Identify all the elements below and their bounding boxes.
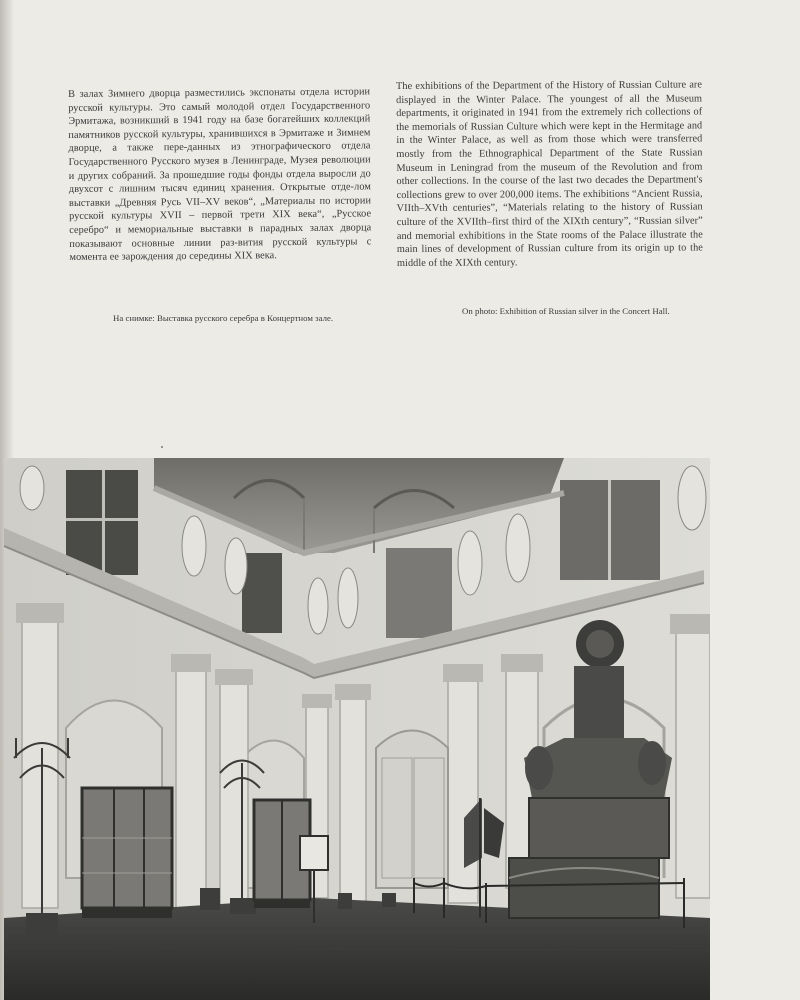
print-speck [161, 446, 163, 448]
concert-hall-illustration [4, 458, 710, 1000]
english-caption: On photo: Exhibition of Russian silver in the Concert Hall. [462, 306, 670, 316]
russian-text-column: В залах Зимнего дворца разместились экспонаты отдела истории русской культуры. Это самый молодой отдел Государственного Эрмитажа, возникший в 1941 году на базе богатейших коллекций памятников русской культуры, хранившихся в Эрмитаже и Зимнем дворце, а также пере-данных из этнографического отдела Государственного Русского музея в Ленинграде, Музея революции и других собраний. За прошедшие годы фонды отдела выросли до двухсот с лишним тысяч единиц хранения. Открытые отде-лом выставки „Древняя Русь VII–XV веков“, „Материалы по истории русской культуры XVII – первой трети XIX века“, „Русское серебро“ и мемориальные выставки в парадных залах дворца показывают основные линии раз-вития русской культуры с момента ее зарождения до середины XIX века. [68, 86, 372, 264]
concert-hall-photo [4, 458, 710, 1000]
russian-caption: На снимке: Выставка русского серебра в Концертном зале. [113, 313, 334, 323]
english-text-column: The exhibitions of the Department of the History of Russian Culture are displayed in the Winter Palace. The youngest of all the Museum departments, it originated in 1941 from the extremely rich collections of the memorials of Russian Culture which were kept in the Hermitage and in the Winter Palace, as well as from those which were transferred mostly from the Ethnographical Department of the State Russian Museum in Leningrad from the museum of the Revolution and from other collections. In the course of the last two decades the Department's collections grew to over 200,000 items. The exhibitions “Ancient Russia, VIIth–XVth centuries”, “Materials relating to the history of Russian culture of the XVIIth–first third of the XIXth century”, “Russian silver” and memorial exhibitions in the State rooms of the Palace illustrate the main lines of development of Russian culture from its origin up to the middle of the XIXth century. [396, 79, 703, 269]
